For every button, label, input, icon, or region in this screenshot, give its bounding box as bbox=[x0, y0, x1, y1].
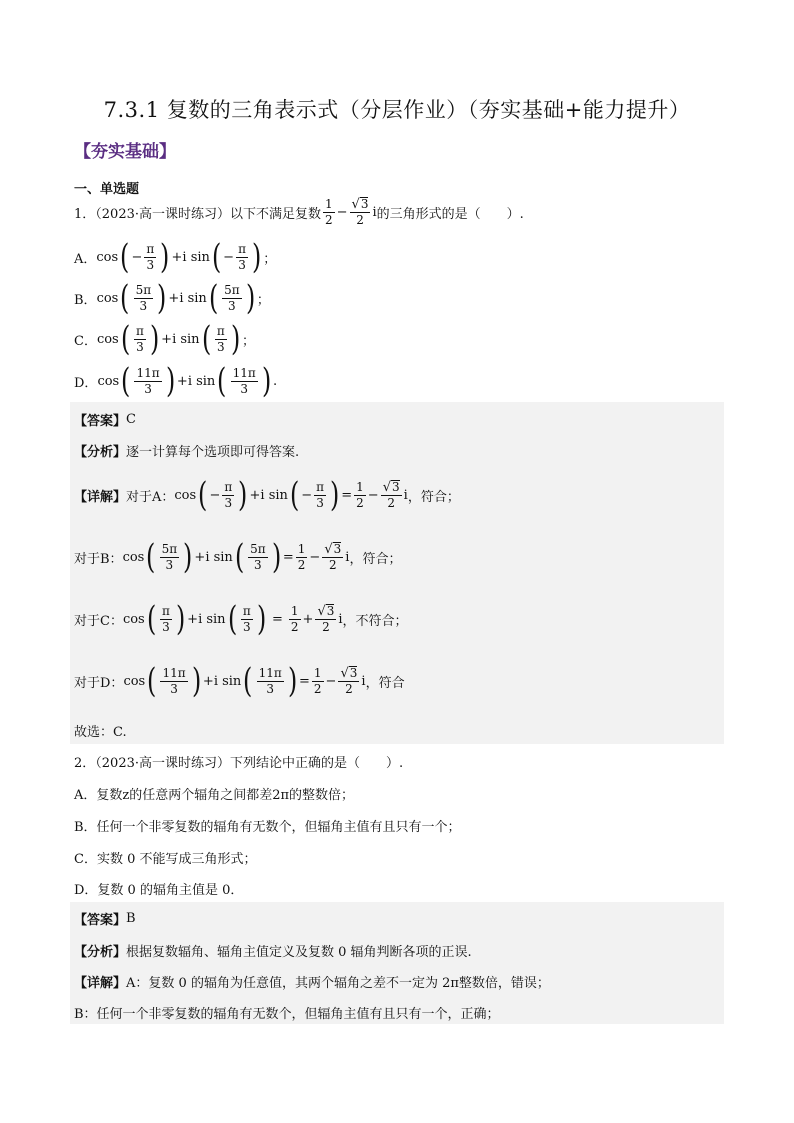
option-c-label: C． bbox=[74, 333, 97, 349]
section-heading: 【夯实基础】 bbox=[74, 142, 176, 162]
option-d-label: D． bbox=[74, 375, 98, 391]
q2-analysis: 【分析】 根据复数辐角、辐角主值定义及复数 0 辐角判断各项的正误. bbox=[74, 945, 472, 960]
q1-complex-number: $\frac{1}{2}$ − √ 3 2 i bbox=[325, 197, 377, 227]
q2-option-c: C．实数 0 不能写成三角形式； bbox=[74, 852, 257, 867]
option-b-expression: cos ( $\frac{5\pi}{3}$ ) + i sin ( $\frac{5\pi}{3}$ ) ； bbox=[96, 278, 270, 318]
q1-stem-prefix: 1．（2023·高一课时练习）以下不满足复数 bbox=[74, 207, 321, 222]
option-a-label: A． bbox=[74, 251, 97, 267]
q1-option-a bbox=[74, 237, 277, 277]
q1-option-d bbox=[74, 361, 278, 401]
option-d-expression: cos ( $\frac{11\pi}{3}$ ) + i sin ( $\frac{11\pi}{3}$ ) . bbox=[97, 361, 278, 401]
q1-option-c bbox=[74, 319, 255, 359]
q2-option-d: D．复数 0 的辐角主值是 0． bbox=[74, 883, 244, 898]
option-b-label: B． bbox=[74, 292, 97, 308]
q2-detail-a: 【详解】 A：复数 0 的辐角为任意值，其两个辐角之差不一定为 2π整数倍，错误； bbox=[74, 976, 550, 991]
q1-detail-d: 对于D： cos ( $\frac{11\pi}{3}$ ) + i sin ( $\frac{11\pi}{3}$ ) = $\frac{1}{2}$ − √ 3 2 i ，符合 bbox=[74, 661, 405, 701]
option-a-expression: cos ( − $\frac{\pi}{3}$ ) + i sin ( − $\frac{\pi}{3}$ ) ； bbox=[96, 237, 277, 277]
q2-answer: 【答案】 B bbox=[74, 911, 136, 928]
q1-detail-a: 【详解】 对于A： cos ( − $\frac{\pi}{3}$ ) + i sin ( − $\frac{\pi}{3}$ ) = $\frac{1}{2}$ − √ 3 2 i ，符合； bbox=[74, 475, 460, 515]
q2-stem: 2．（2023·高一课时练习）下列结论中正确的是（ ）. bbox=[74, 756, 404, 771]
q1-stem bbox=[74, 197, 524, 228]
q1-option-b bbox=[74, 278, 270, 318]
q1-stem-suffix: 的三角形式的是（ ）. bbox=[376, 207, 524, 222]
page-title: 7.3.1 复数的三角表示式（分层作业）（夯实基础+能力提升） bbox=[103, 98, 691, 122]
option-c-expression: cos ( $\frac{\pi}{3}$ ) + i sin ( $\frac{\pi}{3}$ ) ； bbox=[96, 319, 255, 359]
q1-detail-b: 对于B： cos ( $\frac{5\pi}{3}$ ) + i sin ( $\frac{5\pi}{3}$ ) = $\frac{1}{2}$ − √ 3 2 i ，符合； bbox=[74, 537, 402, 577]
q1-analysis: 【分析】 逐一计算每个选项即可得答案. bbox=[74, 445, 300, 460]
q2-detail-b: B：任何一个非零复数的辐角有无数个，但辐角主值有且只有一个，正确； bbox=[74, 1007, 500, 1022]
q1-detail-c: 对于C： cos ( $\frac{\pi}{3}$ ) + i sin ( $\frac{\pi}{3}$ ) = $\frac{1}{2}$ + √ 3 2 i ，不符合； bbox=[74, 599, 408, 639]
q1-conclusion: 故选：C. bbox=[74, 725, 127, 740]
q2-option-a: A．复数z的任意两个辐角之间都差2π的整数倍； bbox=[74, 788, 355, 803]
q2-option-b: B．任何一个非零复数的辐角有无数个，但辐角主值有且只有一个； bbox=[74, 820, 461, 835]
q1-answer: 【答案】 C bbox=[74, 412, 136, 429]
subsection-heading: 一、单选题 bbox=[74, 182, 140, 197]
